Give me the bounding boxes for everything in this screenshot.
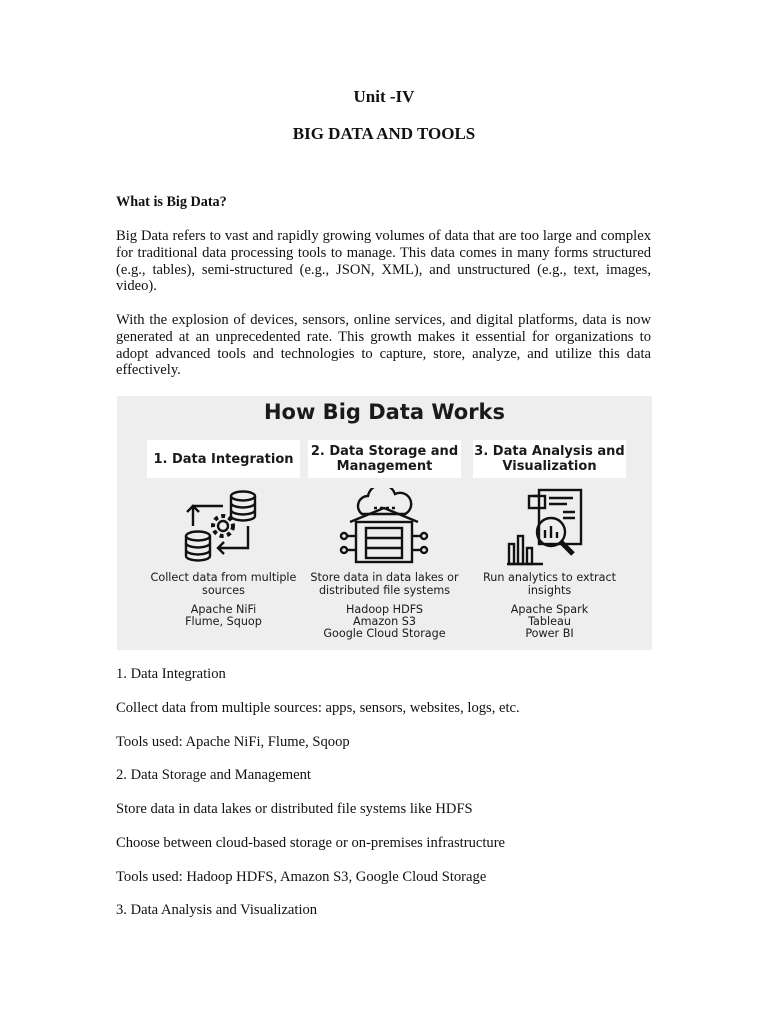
paragraph-definition: Big Data refers to vast and rapidly growing volumes of data that are too large and complex for traditional data processing tools to manage. This data comes in many forms structured (e.g., tables), semi-structured (e.g., JSON, XML), and unstructured (e.g., text, images, video). — [116, 228, 651, 295]
heading-data-analysis: 3. Data Analysis and Visualization — [116, 902, 318, 918]
text-line: Tools used: Apache NiFi, Flume, Sqoop — [116, 734, 350, 750]
cloud-storage-icon — [334, 488, 434, 568]
step-tools — [467, 604, 632, 640]
tool-item: Amazon S3 — [353, 615, 416, 628]
step-tools — [141, 604, 306, 628]
paragraph-growth: With the explosion of devices, sensors, online services, and digital platforms, data is now generated at an unprecedented rate. This growth makes it essential for organizations to adopt advanced tools and technologies to capture, store, analyze, and utilize this data effectively. — [116, 312, 651, 379]
unit-heading: Unit -IV — [353, 87, 415, 106]
heading-data-integration: 1. Data Integration — [116, 666, 226, 682]
tool-item: Apache Spark — [510, 603, 589, 616]
step-label: 1. Data Integration — [147, 440, 300, 478]
tool-item: Tableau — [528, 615, 571, 628]
step-label: 3. Data Analysis and Visualization — [473, 440, 626, 478]
analytics-magnifier-icon — [499, 488, 599, 568]
text-line: Collect data from multiple sources: apps, sensors, websites, logs, etc. — [116, 700, 520, 716]
step-data-storage — [308, 440, 461, 650]
text-line: Store data in data lakes or distributed file systems like HDFS — [116, 801, 473, 817]
heading-data-storage: 2. Data Storage and Management — [116, 767, 311, 783]
tool-item: Apache NiFi — [190, 603, 257, 616]
tool-item: Hadoop HDFS — [345, 603, 424, 616]
tool-item: Power BI — [525, 627, 574, 640]
step-data-integration — [147, 440, 300, 650]
text-line: Choose between cloud-based storage or on-premises infrastructure — [116, 835, 506, 851]
how-big-data-works-figure — [117, 396, 652, 650]
step-description: Store data in data lakes or distributed file systems — [310, 571, 459, 597]
step-label: 2. Data Storage and Management — [308, 440, 461, 478]
step-description: Run analytics to extract insights — [482, 571, 617, 597]
step-data-analysis — [473, 440, 626, 650]
tool-item: Google Cloud Storage — [323, 627, 446, 640]
page-title: BIG DATA AND TOOLS — [292, 124, 476, 143]
step-tools — [302, 604, 467, 640]
text-line: Tools used: Hadoop HDFS, Amazon S3, Google Cloud Storage — [116, 869, 487, 885]
database-gear-icon — [173, 488, 273, 568]
step-description: Collect data from multiple sources — [150, 571, 297, 597]
figure-title: How Big Data Works — [263, 400, 506, 424]
tool-item: Flume, Squop — [185, 615, 262, 628]
section-question: What is Big Data? — [116, 194, 227, 210]
